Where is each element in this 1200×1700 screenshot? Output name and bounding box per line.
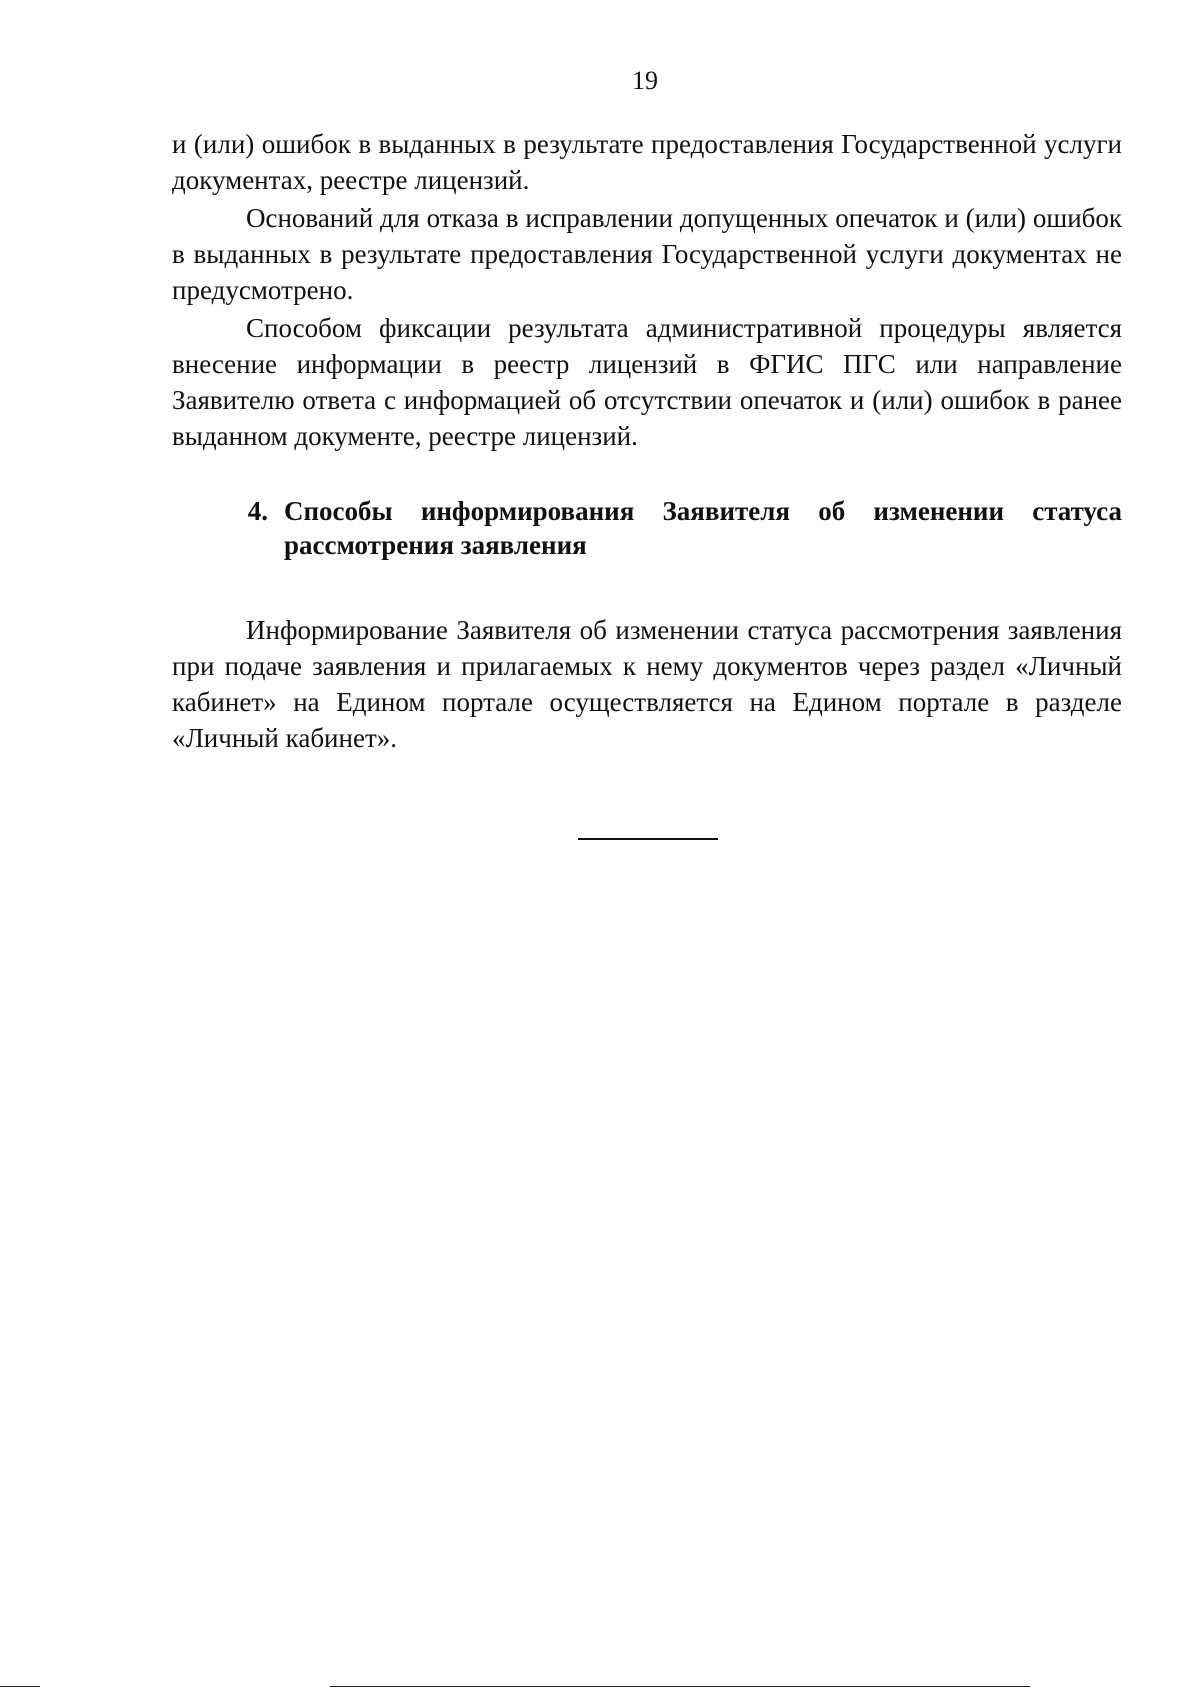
paragraph-fixation-method: Способом фиксации результата административной процедуры является внесение информации в реестр лицензий в ФГИС ПГС или направление Заявителю ответа с информацией об отсутствии опечаток и (или) ошибок в ранее выданном документе, реестре лицензий. bbox=[172, 313, 1122, 451]
page-number: 19 bbox=[632, 66, 658, 95]
section-title: Способы информирования Заявителя об изменении статуса рассмотрения заявления bbox=[284, 496, 1122, 560]
document-body bbox=[172, 126, 1122, 756]
footer-rule-left bbox=[0, 1686, 40, 1687]
footer-rule bbox=[330, 1686, 1030, 1687]
paragraph-no-refusal-grounds: Оснований для отказа в исправлении допущенных опечаток и (или) ошибок в выданных в результате предоставления Государственной услуги документах не предусмотрено. bbox=[172, 203, 1122, 305]
section-heading bbox=[172, 494, 1122, 562]
paragraph-continuation: и (или) ошибок в выданных в результате предоставления Государственной услуги документах, реестре лицензий. bbox=[172, 129, 1122, 195]
paragraph-informing: Информирование Заявителя об изменении статуса рассмотрения заявления при подаче заявления и прилагаемых к нему документов через раздел «Личный кабинет» на Едином портале осуществляется на Едином портале в разделе «Личный кабинет». bbox=[172, 615, 1122, 753]
end-of-text-divider bbox=[578, 838, 718, 840]
section-number: 4. bbox=[247, 496, 268, 526]
